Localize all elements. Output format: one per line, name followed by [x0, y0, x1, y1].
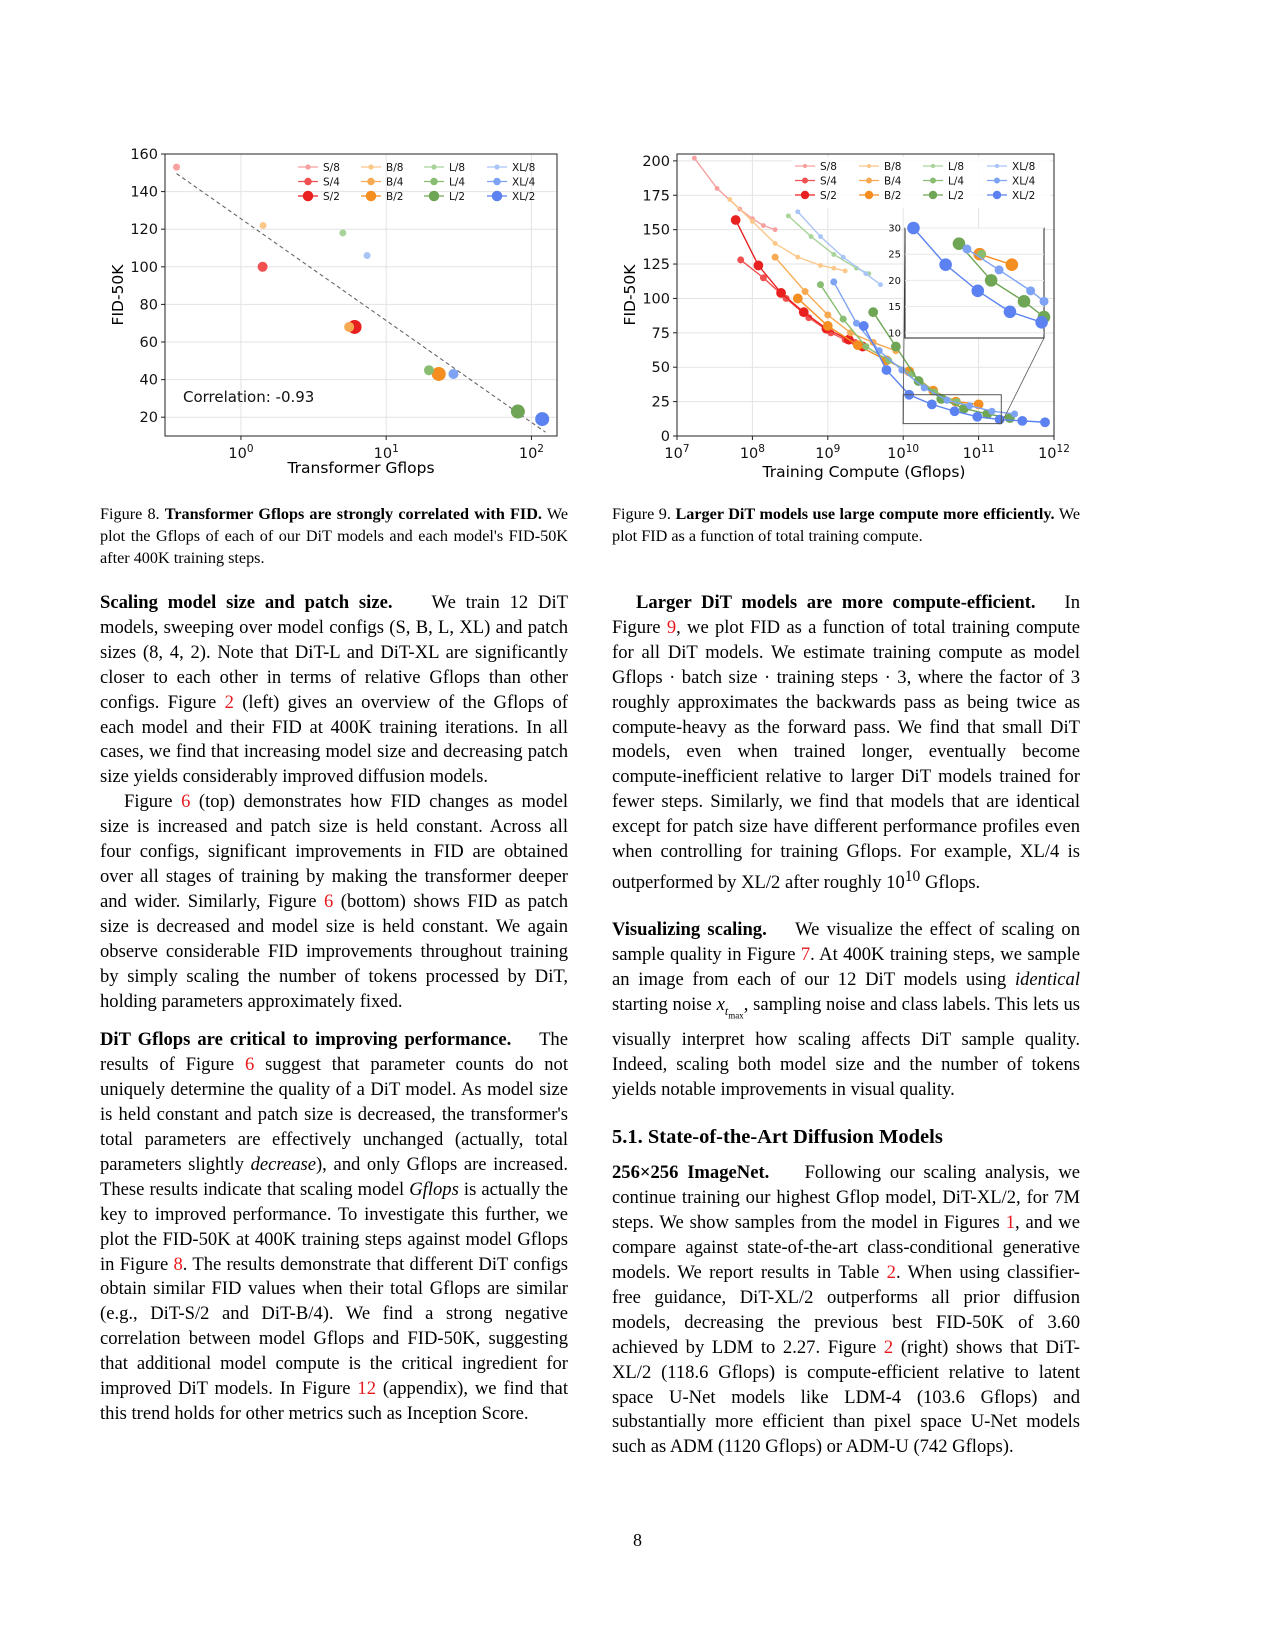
data-point-b-8 — [843, 268, 848, 273]
figure-link[interactable]: 6 — [323, 890, 334, 912]
emphasis: Gflops — [409, 1178, 459, 1200]
legend-marker — [366, 191, 377, 202]
data-point-xl-2 — [1035, 316, 1048, 329]
text: . The results demonstrate that different DiT configs obtain similar FID values when their total Gflops are similar (e.g., DiT-S/2 and DiT-B/4). We find a strong negative correlation between model Gflops and FID-50K, suggesting that additional model compute is the critical ingredient for improved DiT models. In Figure — [100, 1253, 568, 1400]
y-tick-label: 125 — [642, 257, 670, 274]
y-tick-label: 120 — [130, 222, 158, 239]
figure-9-line-chart — [612, 140, 1087, 490]
legend-label: XL/4 — [512, 176, 536, 189]
text: We visualize the effect of scaling on sample quality in Figure — [612, 919, 1081, 965]
data-point-xl-2 — [939, 258, 952, 271]
figure-link[interactable]: 2 — [224, 691, 234, 713]
x-tick-label: $10^2$ — [518, 443, 544, 462]
inset-y-tick-label: 20 — [888, 275, 901, 287]
legend-label: B/8 — [386, 162, 404, 174]
x-tick-label: $10^{12}$ — [1038, 443, 1070, 462]
paragraph-heading: Visualizing scaling. — [612, 919, 767, 941]
data-point-b-2 — [1006, 258, 1019, 271]
legend-marker — [429, 191, 440, 202]
data-point-l-8 — [339, 229, 346, 236]
legend-marker — [303, 191, 314, 202]
paragraph-compute-efficient — [612, 591, 1080, 896]
legend-marker — [801, 191, 809, 199]
fig9-caption-label: Figure 9. — [612, 505, 671, 523]
legend-marker — [994, 178, 1000, 184]
paragraph-heading: DiT Gflops are critical to improving performance. — [100, 1029, 512, 1051]
text: (top) demonstrates how FID changes as model size is increased and patch size is held constant. Across all four configs, significant improvements in FID are obtained over all stages of training by making the transformer deeper and wider. Similarly, Figure — [100, 791, 568, 912]
data-point-xl-8 — [863, 271, 868, 276]
legend-label: XL/8 — [1012, 161, 1036, 173]
data-point-l-4 — [977, 250, 986, 259]
fig8-annotation: Correlation: -0.93 — [183, 388, 315, 406]
y-tick-label: 75 — [651, 325, 670, 342]
data-point-l-4 — [840, 316, 847, 323]
data-point-l-2 — [891, 342, 901, 352]
data-point-b-2 — [793, 294, 803, 304]
data-point-b-4 — [824, 311, 831, 318]
legend-label: S/4 — [820, 175, 837, 188]
data-point-xl-4 — [943, 397, 950, 404]
data-point-s-2 — [776, 288, 786, 298]
figure-link[interactable]: 2 — [883, 1336, 894, 1358]
paragraph-heading: Scaling model size and patch size. — [100, 592, 393, 613]
fig8-caption-body: We plot the Gflops of each of our DiT models and each model's FID-50K after 400K training steps. — [100, 505, 569, 567]
data-point-xl-2 — [859, 321, 869, 331]
inset-y-tick-label: 10 — [888, 328, 901, 340]
legend-label: B/2 — [386, 191, 404, 203]
data-point-s-4 — [737, 256, 744, 263]
inset-y-tick-label: 25 — [888, 249, 901, 261]
legend-marker — [929, 191, 937, 199]
data-point-xl-2 — [907, 222, 920, 235]
text: , sampling noise and class labels. This lets us visually interpret how scaling affects DiT sample quality. Indeed, scaling both model size and the number of tokens yields notable improvements in visual quality. — [612, 993, 1081, 1100]
legend-label: L/4 — [948, 175, 965, 188]
legend-marker — [802, 178, 808, 184]
figure-link[interactable]: 6 — [181, 791, 191, 813]
data-point-s-8 — [773, 227, 778, 232]
text: (right) shows that DiT-XL/2 (118.6 Gflops) is compute-efficient relative to latent space U-Net models like LDM-4 (103.6 Gflops) and substantially more efficient than pixel space U-Net models such as ADM (1120 Gflops) or ADM-U (742 Gflops). — [612, 1336, 1080, 1458]
emphasis: identical — [1014, 968, 1080, 990]
text: The results of Figure — [100, 1029, 568, 1076]
inset-axes — [905, 228, 1044, 338]
legend-marker — [803, 164, 807, 168]
text: , and we compare against state-of-the-art class-conditional generative models. We report results in Table — [612, 1212, 1080, 1284]
data-point-s-2 — [753, 261, 763, 271]
legend-marker — [492, 191, 503, 202]
data-point-l-2 — [985, 274, 998, 287]
legend-marker — [995, 164, 999, 168]
legend-label: B/2 — [884, 190, 902, 202]
paragraph-figure6 — [100, 790, 568, 1014]
data-point-xl-4 — [921, 384, 928, 391]
legend-marker — [431, 164, 436, 169]
figure-link[interactable]: 7 — [800, 943, 811, 965]
data-point-xl-4 — [966, 402, 973, 409]
x-tick-label: $10^1$ — [373, 443, 399, 462]
paragraph-visualizing — [612, 918, 1080, 1102]
paragraph-scaling — [100, 591, 568, 790]
data-point-l-8 — [809, 234, 814, 239]
data-point-l-2 — [511, 405, 525, 419]
data-point-xl-2 — [927, 399, 937, 409]
data-point-s-8 — [715, 186, 720, 191]
legend-label: L/4 — [449, 176, 466, 189]
inset-y-tick-label: 15 — [888, 302, 901, 314]
data-point-xl-4 — [448, 369, 458, 379]
legend-label: XL/8 — [512, 162, 536, 174]
legend-marker — [930, 178, 936, 184]
text: . At 400K training steps, we sample an image from each of our 12 DiT models using — [612, 943, 1080, 990]
figure-link[interactable]: 8 — [173, 1253, 183, 1275]
fig9-caption-body: We plot FID as a function of total training compute. — [612, 505, 1081, 545]
legend-label: S/8 — [820, 161, 837, 173]
data-point-b-8 — [795, 255, 800, 260]
text: Following our scaling analysis, we continue training our highest Gflop model, DiT-XL/2, for 7M steps. We show samples from the model in Figures — [612, 1162, 1080, 1234]
y-tick-label: 20 — [139, 410, 158, 427]
data-point-xl-4 — [995, 265, 1004, 274]
data-point-s-8 — [692, 156, 697, 161]
data-point-xl-2 — [971, 285, 984, 298]
data-point-l-4 — [817, 281, 824, 288]
data-point-xl-4 — [830, 278, 837, 285]
data-point-xl-8 — [795, 209, 800, 214]
zoom-connector — [1001, 338, 1044, 424]
right-column — [612, 591, 1080, 1460]
data-point-xl-8 — [841, 255, 846, 260]
paragraph-heading: 256×256 ImageNet. — [612, 1162, 770, 1184]
legend-marker — [367, 178, 375, 186]
data-point-b-2 — [823, 321, 833, 331]
data-point-s-4 — [258, 262, 268, 272]
data-point-s-2 — [731, 215, 741, 225]
fig9-legend — [792, 157, 1050, 208]
legend-marker — [494, 164, 499, 169]
legend-marker — [368, 164, 373, 169]
data-point-xl-4 — [1011, 410, 1018, 417]
y-tick-label: 60 — [139, 335, 158, 351]
data-point-b-2 — [432, 367, 446, 381]
figure-link[interactable]: 12 — [357, 1378, 376, 1400]
fig9-xlabel: Training Compute (Gflops) — [762, 463, 966, 481]
legend-marker — [866, 178, 872, 184]
data-point-xl-4 — [1026, 286, 1035, 295]
legend-marker — [993, 191, 1001, 199]
text: Gflops. — [924, 872, 981, 894]
data-point-xl-4 — [962, 244, 971, 253]
legend-marker — [931, 164, 935, 168]
text: , we plot FID as a function of total training compute for all DiT models. We estimate training compute as model Gflops · batch size · training steps · 3, where the factor of 3 roughly approximates the backwards pass as being twice as compute-heavy as the forward pass. We find that small DiT models, even when trained longer, eventually become compute-inefficient relative to larger DiT models trained for fewer steps. Similarly, we find that models that are identical except for patch size have different performance profiles even when controlling for training Gflops. For example, XL/4 is outperformed by XL/2 after roughly 10 — [612, 616, 1080, 894]
data-point-xl-8 — [878, 282, 883, 287]
text: (appendix), we find that this trend holds for other metrics such as Inception Score. — [100, 1378, 568, 1424]
y-tick-label: 200 — [642, 153, 670, 170]
text: suggest that parameter counts do not uniquely determine the quality of a DiT model. As model size is held constant and patch size is decreased, the transformer's total parameters are effectively unchanged (actually, total parameters slightly — [100, 1054, 568, 1175]
data-point-xl-2 — [1004, 306, 1017, 319]
data-point-xl-2 — [535, 412, 549, 426]
legend-label: L/2 — [449, 191, 466, 203]
legend-label: L/8 — [449, 162, 466, 174]
legend-marker — [867, 164, 871, 168]
y-tick-label: 160 — [130, 147, 158, 163]
data-point-xl-8 — [364, 252, 371, 259]
data-point-xl-2 — [972, 412, 982, 422]
data-point-s-8 — [761, 223, 766, 228]
text: starting noise — [612, 993, 712, 1015]
data-point-l-8 — [786, 213, 791, 218]
x-tick-label: $10^9$ — [815, 443, 841, 462]
paragraph-imagenet — [612, 1161, 1080, 1460]
section-heading: 5.1. State-of-the-Art Diffusion Models — [612, 1125, 943, 1148]
legend-label: L/2 — [948, 190, 965, 202]
data-point-b-8 — [831, 266, 836, 271]
legend-marker — [304, 178, 312, 186]
legend-label: L/8 — [948, 161, 965, 173]
data-point-b-8 — [750, 219, 755, 224]
inset-y-tick-label: 30 — [888, 223, 901, 235]
fig8-caption-title: Transformer Gflops are strongly correlated with FID. — [164, 505, 542, 523]
x-tick-label: $10^0$ — [228, 443, 254, 462]
figure-link[interactable]: 6 — [245, 1054, 255, 1076]
data-point-xl-2 — [1040, 417, 1050, 427]
figure-8-scatter-chart — [100, 140, 580, 490]
fig8-xlabel: Transformer Gflops — [287, 459, 435, 477]
data-point-xl-8 — [818, 234, 823, 239]
data-point-b-8 — [818, 263, 823, 268]
y-tick-label: 50 — [651, 360, 670, 377]
data-point-xl-4 — [988, 408, 995, 415]
data-point-s-8 — [173, 164, 180, 171]
data-point-s-2 — [799, 307, 809, 317]
text: In Figure — [612, 592, 1080, 638]
data-point-b-8 — [260, 222, 267, 229]
paragraph-gflops — [100, 1028, 568, 1427]
legend-marker — [305, 164, 310, 169]
y-tick-label: 150 — [642, 222, 670, 239]
text: We train 12 DiT models, sweeping over model configs (S, B, L, XL) and patch sizes (8, 4, 2). Note that DiT-L and DiT-XL are significantly closer to each other in terms of relative Gflops than other configs. Figure — [100, 592, 568, 713]
legend-label: B/8 — [884, 161, 902, 173]
legend-label: XL/4 — [1012, 175, 1036, 188]
y-tick-label: 140 — [130, 184, 158, 201]
y-tick-label: 175 — [642, 188, 670, 205]
figure-9-caption — [612, 503, 1080, 547]
data-point-l-4 — [424, 365, 434, 375]
text: ), and only Gflops are increased. These results indicate that scaling model — [100, 1153, 568, 1200]
legend-label: XL/2 — [1012, 190, 1036, 202]
fig8-caption-label: Figure 8. — [100, 505, 160, 523]
legend-label: B/4 — [884, 175, 902, 188]
data-point-l-4 — [862, 343, 869, 350]
y-tick-label: 25 — [651, 394, 670, 411]
figure-8-caption — [100, 503, 568, 569]
data-point-b-8 — [773, 241, 778, 246]
data-point-xl-2 — [1017, 416, 1027, 426]
x-tick-label: $10^{11}$ — [962, 443, 995, 462]
data-point-l-2 — [1018, 295, 1031, 308]
legend-marker — [430, 178, 438, 186]
page-number: 8 — [633, 1530, 642, 1550]
x-tick-label: $10^{10}$ — [887, 443, 920, 462]
y-tick-label: 100 — [130, 259, 158, 276]
data-point-xl-2 — [882, 365, 892, 375]
data-point-b-8 — [727, 197, 732, 202]
data-point-l-8 — [831, 252, 836, 257]
x-tick-label: $10^8$ — [739, 443, 765, 462]
math-x-tmax: $x_{t_{max}}$ — [716, 993, 744, 1020]
data-point-l-2 — [868, 307, 878, 317]
legend-label: S/8 — [323, 162, 340, 174]
table-link[interactable]: 2 — [886, 1262, 896, 1284]
text: (left) gives an overview of the Gflops of each model and their FID at 400K training iterations. In all cases, we find that increasing model size and decreasing patch size yields considerably improved diffusion models. — [100, 691, 568, 788]
y-tick-label: 0 — [660, 429, 670, 445]
data-point-b-4 — [772, 254, 779, 261]
legend-label: XL/2 — [512, 191, 536, 203]
y-tick-label: 80 — [139, 297, 158, 314]
fig9-ylabel: FID-50K — [621, 264, 639, 326]
figure-link[interactable]: 9 — [666, 616, 677, 638]
y-tick-label: 40 — [139, 372, 158, 389]
data-point-b-4 — [802, 288, 809, 295]
fig9-caption-title: Larger DiT models use large compute more efficiently. — [675, 505, 1055, 523]
data-point-b-4 — [344, 322, 354, 332]
left-column — [100, 591, 568, 1427]
figure-link[interactable]: 1 — [1005, 1212, 1015, 1234]
fig8-legend — [298, 162, 536, 203]
legend-marker — [493, 178, 501, 186]
legend-label: S/4 — [323, 176, 340, 189]
y-tick-label: 100 — [642, 291, 670, 308]
legend-label: S/2 — [820, 190, 837, 202]
text: is actually the key to improved performance. To investigate this further, we plot the FID-50K at 400K training steps against model Gflops in Figure — [100, 1178, 569, 1275]
legend-label: S/2 — [323, 191, 340, 203]
data-point-xl-2 — [950, 406, 960, 416]
data-point-xl-4 — [898, 366, 905, 373]
legend-label: B/4 — [386, 176, 404, 189]
legend-marker — [865, 191, 873, 199]
text: (bottom) shows FID as patch size is decreased and model size is held constant. We again observe considerable FID improvements throughout training by simply scaling the number of tokens processed by DiT, holding parameters approximately fixed. — [100, 890, 568, 1012]
superscript: 10 — [904, 867, 921, 885]
text: . When using classifier-free guidance, DiT-XL/2 outperforms all prior diffusion models, decreasing the previous best FID-50K of 3.60 achieved by LDM to 2.27. Figure — [612, 1262, 1080, 1358]
paragraph-heading: Larger DiT models are more compute-efficient. — [636, 592, 1036, 613]
emphasis: decrease — [250, 1153, 316, 1175]
data-point-xl-4 — [1040, 297, 1049, 306]
x-tick-label: $10^7$ — [664, 443, 690, 462]
text: Figure — [124, 791, 173, 813]
fig8-ylabel: FID-50K — [109, 264, 127, 326]
